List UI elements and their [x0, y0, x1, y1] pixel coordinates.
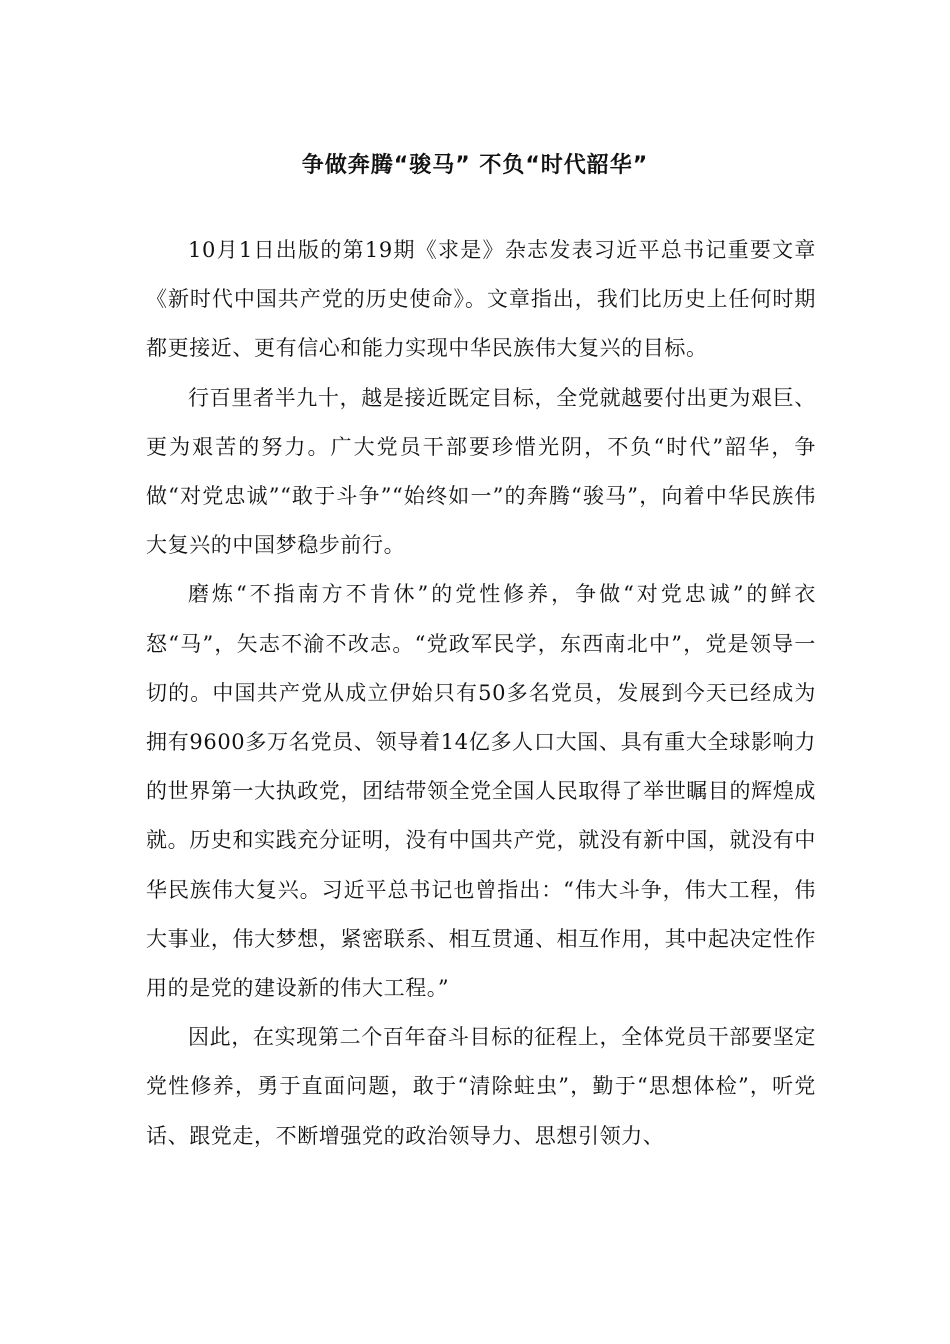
paragraph: 因此，在实现第二个百年奋斗目标的征程上，全体党员干部要坚定党性修养，勇于直面问题，敢于“清除蛀虫”，勤于“思想体检”，听党话、跟党走，不断增强党的政治领导力、思想引领力、	[146, 1025, 816, 1148]
document-body	[146, 226, 816, 1161]
paragraph: 10月1日出版的第19期《求是》杂志发表习近平总书记重要文章《新时代中国共产党的历史使命》。文章指出，我们比历史上任何时期都更接近、更有信心和能力实现中华民族伟大复兴的目标。	[146, 238, 816, 361]
paragraph: 磨炼“不指南方不肯休”的党性修养，争做“对党忠诚”的鲜衣怒“马”，矢志不渝不改志。“党政军民学，东西南北中”，党是领导一切的。中国共产党从成立伊始只有50多名党员，发展到今天已经成为拥有9600多万名党员、领导着14亿多人口大国、具有重大全球影响力的世界第一大执政党，团结带领全党全国人民取得了举世瞩目的辉煌成就。历史和实践充分证明，没有中国共产党，就没有新中国，就没有中华民族伟大复兴。习近平总书记也曾指出：“伟大斗争，伟大工程，伟大事业，伟大梦想，紧密联系、相互贯通、相互作用，其中起决定性作用的是党的建设新的伟大工程。”	[146, 582, 816, 1001]
document-title: 争做奔腾“骏马” 不负“时代韶华”	[301, 153, 649, 178]
paragraph: 行百里者半九十，越是接近既定目标，全党就越要付出更为艰巨、更为艰苦的努力。广大党员干部要珍惜光阴，不负“时代”韶华，争做“对党忠诚”“敢于斗争”“始终如一”的奔腾“骏马”，向着中华民族伟大复兴的中国梦稳步前行。	[146, 385, 816, 558]
